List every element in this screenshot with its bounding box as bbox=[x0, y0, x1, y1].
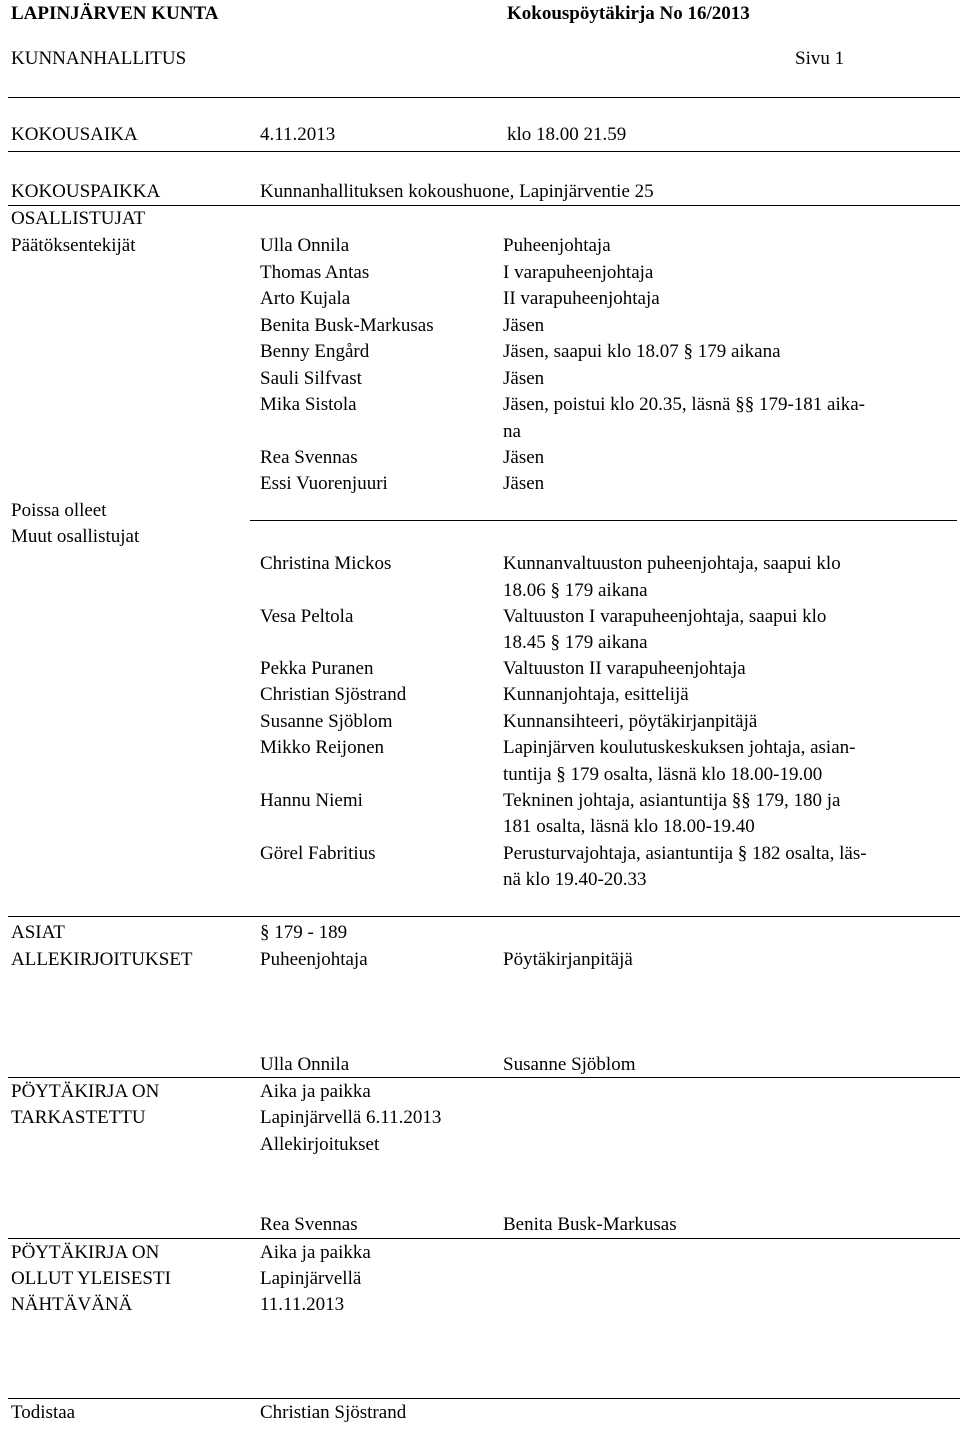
participant-role: Jäsen, saapui klo 18.07 § 179 aikana bbox=[503, 341, 781, 362]
meeting-time-label: KOKOUSAIKA bbox=[11, 124, 138, 145]
divider bbox=[8, 916, 960, 917]
participant-role: Jäsen bbox=[503, 447, 545, 468]
other-participant-name: Pekka Puranen bbox=[260, 658, 374, 679]
page-number: Sivu 1 bbox=[795, 48, 845, 69]
participant-role: I varapuheenjohtaja bbox=[503, 262, 654, 283]
body-name: KUNNANHALLITUS bbox=[11, 48, 187, 69]
other-participant-role-continued: tuntija § 179 osalta, läsnä klo 18.00-19.00 bbox=[503, 764, 823, 785]
municipality-name: LAPINJÄRVEN KUNTA bbox=[11, 3, 219, 24]
meeting-place-label: KOKOUSPAIKKA bbox=[11, 181, 161, 202]
participant-role-continued: na bbox=[503, 421, 521, 442]
participant-name: Essi Vuorenjuuri bbox=[260, 473, 388, 494]
checked-place-date: Lapinjärvellä 6.11.2013 bbox=[260, 1107, 442, 1128]
checked-signer-1: Rea Svennas bbox=[260, 1214, 358, 1235]
participant-role: Jäsen bbox=[503, 368, 545, 389]
public-place: Lapinjärvellä bbox=[260, 1268, 362, 1289]
participant-name: Rea Svennas bbox=[260, 447, 358, 468]
secretary-title: Pöytäkirjanpitäjä bbox=[503, 949, 633, 970]
protocol-number: Kokouspöytäkirja No 16/2013 bbox=[507, 3, 750, 24]
participant-name: Arto Kujala bbox=[260, 288, 351, 309]
participants-label: OSALLISTUJAT bbox=[11, 208, 146, 229]
other-participant-role: Lapinjärven koulutuskeskuksen johtaja, asian- bbox=[503, 737, 856, 758]
other-participant-name: Susanne Sjöblom bbox=[260, 711, 393, 732]
divider bbox=[8, 205, 960, 206]
divider bbox=[8, 1398, 960, 1399]
items-value: § 179 - 189 bbox=[260, 922, 348, 943]
absent-label: Poissa olleet bbox=[11, 500, 107, 521]
other-participant-role: Kunnanvaltuuston puheenjohtaja, saapui klo bbox=[503, 553, 841, 574]
other-participant-name: Christina Mickos bbox=[260, 553, 392, 574]
other-participant-name: Vesa Peltola bbox=[260, 606, 354, 627]
signatures-label: ALLEKIRJOITUKSET bbox=[11, 949, 193, 970]
divider bbox=[8, 151, 960, 152]
meeting-time: klo 18.00 21.59 bbox=[507, 124, 627, 145]
other-participant-name: Hannu Niemi bbox=[260, 790, 363, 811]
other-participant-role-continued: 18.45 § 179 aikana bbox=[503, 632, 648, 653]
others-label: Muut osallistujat bbox=[11, 526, 140, 547]
participant-role: Jäsen bbox=[503, 473, 545, 494]
participant-role: II varapuheenjohtaja bbox=[503, 288, 660, 309]
checked-label-line2: TARKASTETTU bbox=[11, 1107, 146, 1128]
other-participant-role-continued: nä klo 19.40-20.33 bbox=[503, 869, 647, 890]
divider bbox=[8, 1238, 960, 1239]
meeting-date: 4.11.2013 bbox=[260, 124, 336, 145]
other-participant-role: Perusturvajohtaja, asiantuntija § 182 osalta, läs- bbox=[503, 843, 867, 864]
participant-name: Benny Engård bbox=[260, 341, 370, 362]
participant-name: Thomas Antas bbox=[260, 262, 370, 283]
other-participant-role-continued: 181 osalta, läsnä klo 18.00-19.40 bbox=[503, 816, 755, 837]
other-participant-role: Kunnanjohtaja, esittelijä bbox=[503, 684, 689, 705]
checked-signatures-label: Allekirjoitukset bbox=[260, 1134, 380, 1155]
items-label: ASIAT bbox=[11, 922, 65, 943]
other-participant-name: Christian Sjöstrand bbox=[260, 684, 407, 705]
checked-label-line1: PÖYTÄKIRJA ON bbox=[11, 1081, 160, 1102]
certify-name: Christian Sjöstrand bbox=[260, 1402, 407, 1423]
participant-name: Ulla Onnila bbox=[260, 235, 350, 256]
participant-name: Benita Busk-Markusas bbox=[260, 315, 434, 336]
public-label-line3: NÄHTÄVÄNÄ bbox=[11, 1294, 133, 1315]
decision-makers-label: Päätöksentekijät bbox=[11, 235, 136, 256]
header-divider bbox=[8, 97, 960, 98]
absent-line bbox=[250, 520, 957, 521]
public-label-line2: OLLUT YLEISESTI bbox=[11, 1268, 171, 1289]
secretary-name: Susanne Sjöblom bbox=[503, 1054, 636, 1075]
certify-label: Todistaa bbox=[11, 1402, 76, 1423]
other-participant-name: Görel Fabritius bbox=[260, 843, 376, 864]
participant-name: Sauli Silfvast bbox=[260, 368, 362, 389]
public-label-line1: PÖYTÄKIRJA ON bbox=[11, 1242, 160, 1263]
other-participant-name: Mikko Reijonen bbox=[260, 737, 385, 758]
meeting-place: Kunnanhallituksen kokoushuone, Lapinjärventie 25 bbox=[260, 181, 654, 202]
public-date: 11.11.2013 bbox=[260, 1294, 345, 1315]
chair-title: Puheenjohtaja bbox=[260, 949, 368, 970]
other-participant-role: Valtuuston II varapuheenjohtaja bbox=[503, 658, 746, 679]
other-participant-role: Tekninen johtaja, asiantuntija §§ 179, 180 ja bbox=[503, 790, 841, 811]
other-participant-role: Kunnansihteeri, pöytäkirjanpitäjä bbox=[503, 711, 758, 732]
checked-signer-2: Benita Busk-Markusas bbox=[503, 1214, 677, 1235]
other-participant-role-continued: 18.06 § 179 aikana bbox=[503, 580, 648, 601]
chair-name: Ulla Onnila bbox=[260, 1054, 350, 1075]
checked-time-place-label: Aika ja paikka bbox=[260, 1081, 371, 1102]
participant-role: Jäsen bbox=[503, 315, 545, 336]
participant-role: Jäsen, poistui klo 20.35, läsnä §§ 179-181 aika- bbox=[503, 394, 866, 415]
participant-name: Mika Sistola bbox=[260, 394, 357, 415]
other-participant-role: Valtuuston I varapuheenjohtaja, saapui klo bbox=[503, 606, 827, 627]
participant-role: Puheenjohtaja bbox=[503, 235, 611, 256]
public-time-place-label: Aika ja paikka bbox=[260, 1242, 371, 1263]
divider bbox=[8, 1077, 960, 1078]
